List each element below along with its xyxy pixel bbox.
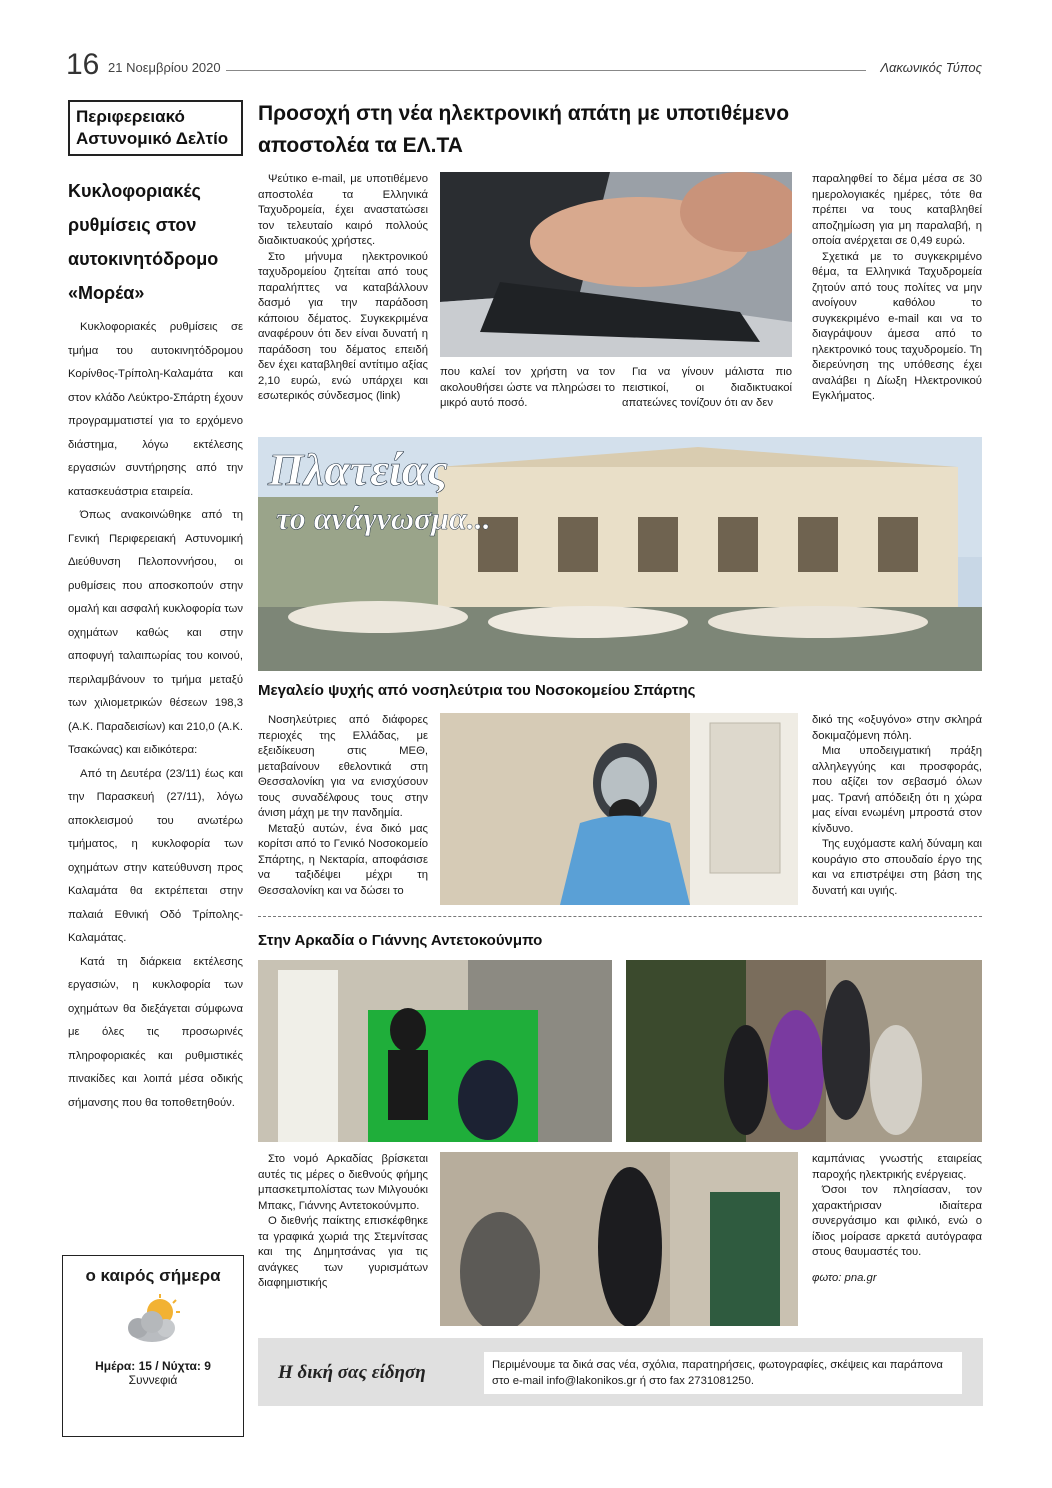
banner-line2: το ανάγνωσμα... bbox=[276, 500, 491, 536]
paragraph: Στο μήνυμα ηλεκτρονικού ταχυδρομείου ζητείται από τους παραλήπτες να καταβάλλουν δασμό για την παράδοση κάποιου δέματος. Συγκεκριμένα αναφέρουν ότι δεν είναι δυνατή η παράδοση του δέματος επειδή δεν έχει καταβληθεί αντίτιμο αξίας 2,10 ευρώ, ενώ υπάρχει και εσωτερικός σύνδεσμος (link) bbox=[258, 250, 428, 402]
header-rule bbox=[226, 70, 866, 71]
paragraph: δικό της «οξυγόνο» στην σκληρά δοκιμαζόμενη πόλη. bbox=[812, 714, 982, 742]
paragraph: Ο διεθνής παίκτης επισκέφθηκε τα γραφικά χωριά της Στεμνίτσας και της Δημητσάνας για τις ανάγκες των γυρισμάτων διαφημιστικής bbox=[258, 1215, 428, 1289]
paragraph: Μια υποδειγματική πράξη αλληλεγγύης και προσφοράς, που αξίζει τον σεβασμό όλων μας. Τρανή απόδειξη ότι η χώρα μας είναι ενωμένη μπροστά στον κίνδυνο. bbox=[812, 745, 982, 835]
nurse-photo bbox=[440, 713, 798, 905]
weather-title: ο καιρός σήμερα bbox=[85, 1266, 221, 1285]
paragraph: που καλεί τον χρήστη να τον ακολουθήσει ώστε να πληρώσει το μικρό αυτό ποσό. bbox=[440, 366, 615, 409]
sidebar-article-body bbox=[68, 316, 243, 1115]
paragraph: Στο νομό Αρκαδίας βρίσκεται αυτές τις μέρες ο διεθνούς φήμης μπασκετμπολίστας των Μιλγουόκι Μπακς, Γιάννης Αντετοκούνμπο. bbox=[258, 1153, 428, 1212]
weather-condition: Συννεφιά bbox=[128, 1373, 178, 1387]
paragraph: Όπως ανακοινώθηκε από τη Γενική Περιφερειακή Αστυνομική Διεύθυνση Πελοποννήσου, οι ρυθμίσεις που αποσκοπούν στην ομαλή και ασφαλή κυκλοφορία των οχημάτων καθώς και στην αποφυγή ταλαιπωρίας του κοινού, περιλαμβάνουν το τμήμα μεταξύ των χιλιομετρικών θέσεων 198,3 (Α.Κ. Παραδεισίων) και 210,0 (Α.Κ. Τσακώνας) και ειδικότερα: bbox=[68, 509, 243, 756]
newspaper-name: Λακωνικός Τύπος bbox=[880, 60, 982, 75]
elta-col-left bbox=[258, 172, 428, 405]
nurse-col-right bbox=[812, 713, 982, 899]
sidebar-article-title: Κυκλοφοριακές ρυθμίσεις στον αυτοκινητόδρομο «Μορέα» bbox=[68, 181, 219, 303]
page-number: 16 bbox=[66, 48, 100, 81]
your-news-title: Η δική σας είδηση bbox=[278, 1362, 426, 1383]
paragraph: Για να γίνουν μάλιστα πιο πειστικοί, οι διαδικτυακοί απατεώνες τονίζουν ότι αν δεν bbox=[622, 366, 792, 409]
paragraph: παραληφθεί το δέμα μέσα σε 30 ημερολογιακές ημέρες, τότε θα πρέπει να τους καταβληθεί αποζημίωση για μη παραλαβή, η οποία ανέρχεται σε 0,49 ευρώ. bbox=[812, 173, 982, 247]
paragraph: Σχετικά με το συγκεκριμένο θέμα, τα Ελληνικά Ταχυδρομεία ζητούν από τους πολίτες να μην ανοίγουν καθόλου το συγκεκριμένο e-mail και να το διαγράψουν άμεσα από το ηλεκτρονικό τους ταχυδρομείο. Τη διερεύνηση της υπόθεσης έχει αναλάβει η Δίωξη Ηλεκτρονικού Εγκλήματος. bbox=[812, 250, 982, 402]
giannis-article-title: Στην Αρκαδία ο Γιάννης Αντετοκούνμπο bbox=[258, 932, 543, 949]
weather-box bbox=[62, 1255, 244, 1437]
paragraph: Μεταξύ αυτών, ένα δικό μας κορίτσι από το Γενικό Νοσοκομείο Σπάρτης, η Νεκταρία, αποφάσισε να ταξιδέψει μέχρι τη Θεσσαλονίκη και να δώσει το bbox=[258, 822, 428, 897]
section-divider bbox=[258, 916, 982, 917]
banner-image bbox=[258, 437, 982, 671]
weather-temperatures: Ημέρα: 15 / Νύχτα: 9 bbox=[95, 1359, 211, 1373]
sidebar-column bbox=[68, 100, 243, 1115]
issue-date: 21 Νοεμβρίου 2020 bbox=[108, 60, 221, 75]
crowd-photo bbox=[626, 960, 982, 1142]
paragraph: Νοσηλεύτριες από διάφορες περιοχές της Ελλάδας, με εξειδίκευση στις ΜΕΘ, μεταβαίνουν εθελοντικά στη Θεσσαλονίκη για να ενισχύσουν τους συναδέλφους τους στην άνιση μάχη με την πανδημία. bbox=[258, 714, 428, 819]
banner-line1: Πλατείας bbox=[268, 444, 448, 495]
paragraph: Της ευχόμαστε καλή δύναμη και κουράγιο στο σπουδαίο έργο της και να επιστρέψει στη βάση της δυνατή και υγιής. bbox=[812, 838, 982, 897]
partly-cloudy-icon bbox=[118, 1292, 188, 1348]
green-screen-photo bbox=[258, 960, 612, 1142]
section-label: Περιφερειακό Αστυνομικό Δελτίο bbox=[68, 100, 243, 156]
elta-col-mid-a bbox=[440, 365, 615, 412]
paragraph: Κατά τη διάρκεια εκτέλεσης εργασιών, η κυκλοφορία των οχημάτων θα διεξάγεται σύμφωνα με όλες τις προσωρινές πληροφοριακές και ρυθμιστικές πινακίδες και λοιπά μέσα οδικής σήμανσης που θα τοποθετηθούν. bbox=[68, 955, 243, 1109]
elta-col-right bbox=[812, 172, 982, 405]
elta-col-mid-b bbox=[622, 365, 792, 412]
nurse-article-title: Μεγαλείο ψυχής από νοσηλεύτρια του Νοσοκομείου Σπάρτης bbox=[258, 682, 696, 699]
laptop-photo bbox=[440, 172, 792, 357]
paragraph: καμπάνιας γνωστής εταιρείας παροχής ηλεκτρικής ενέργειας. bbox=[812, 1153, 982, 1181]
giannis-photo bbox=[440, 1152, 798, 1326]
paragraph: Από τη Δευτέρα (23/11) έως και την Παρασκευή (27/11), λόγω αποκλεισμού του ανωτέρω τμήματος, η κυκλοφορία των οχημάτων στην κατεύθυνση προς Καλαμάτα θα εκτρέπεται στην παλαιά Εθνική Οδό Τρίπολης-Καλαμάτας. bbox=[68, 767, 243, 944]
giannis-col-right bbox=[812, 1152, 982, 1286]
elta-article-title: Προσοχή στη νέα ηλεκτρονική απάτη με υποτιθέμενο αποστολέα τα ΕΛ.ΤΑ bbox=[258, 102, 790, 157]
photo-credit: φωτο: pna.gr bbox=[812, 1271, 877, 1284]
paragraph: Ψεύτικο e-mail, με υποτιθέμενο αποστολέα τα Ελληνικά Ταχυδρομεία, έχει αναστατώσει τον τελευταίο καιρό πολλούς διαδικτυακούς χρήστες. bbox=[258, 173, 428, 247]
giannis-col-left bbox=[258, 1152, 428, 1292]
your-news-text: Περιμένουμε τα δικά σας νέα, σχόλια, παρατηρήσεις, φωτογραφίες, σκέψεις και παράπονα στο e-mail info@lakonikos.gr ή στο fax 2731081250. bbox=[492, 1359, 943, 1387]
paragraph: Όσοι τον πλησίασαν, τον χαρακτήρισαν ιδιαίτερα συνεργάσιμο και φιλικό, ενώ ο ίδιος μοίρασε αρκετά αυτόγραφα στους θαυμαστές του. bbox=[812, 1184, 982, 1258]
nurse-col-left bbox=[258, 713, 428, 899]
paragraph: Κυκλοφοριακές ρυθμίσεις σε τμήμα του αυτοκινητόδρομου Κορίνθος-Τρίπολη-Καλαμάτα και στον κλάδο Λεύκτρο-Σπάρτη έχουν προγραμματιστεί για το ερχόμενο διάστημα, λόγω εκτέλεσης εργασιών συντήρησης από την κατασκευάστρια εταιρεία. bbox=[68, 321, 243, 498]
